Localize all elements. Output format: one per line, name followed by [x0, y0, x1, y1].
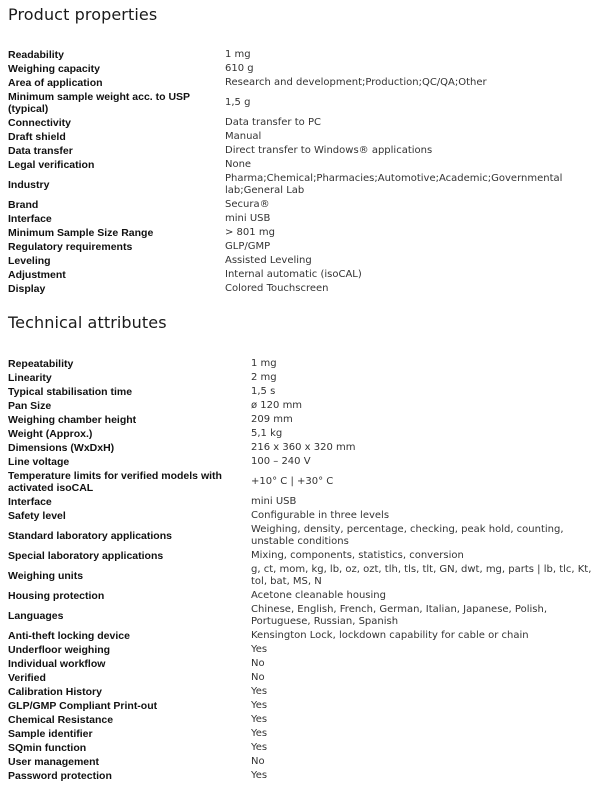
- row-value: Assisted Leveling: [225, 255, 312, 266]
- row-label: Pan Size: [8, 400, 52, 412]
- table-row: [8, 76, 585, 90]
- row-value: Yes: [251, 700, 268, 711]
- row-value: 1 mg: [251, 358, 277, 369]
- row-value: Yes: [251, 714, 268, 725]
- row-label: Sample identifier: [8, 728, 93, 740]
- row-value: No: [251, 672, 265, 683]
- row-value: Kensington Lock, lockdown capability for cable or chain: [251, 630, 529, 641]
- table-row: [8, 48, 585, 62]
- table-row: [8, 282, 585, 296]
- row-value: 5,1 kg: [251, 428, 283, 439]
- row-label: Draft shield: [8, 131, 66, 143]
- table-row: [8, 685, 596, 699]
- table-row: [8, 413, 596, 427]
- row-label: Minimum Sample Size Range: [8, 227, 154, 239]
- row-value: 1 mg: [225, 49, 251, 60]
- row-label: Regulatory requirements: [8, 241, 133, 253]
- row-value: No: [251, 756, 265, 767]
- row-label: Connectivity: [8, 117, 72, 129]
- row-value: Yes: [251, 742, 268, 753]
- table-row: [8, 741, 596, 755]
- table-row: [8, 495, 596, 509]
- table-row: [8, 643, 596, 657]
- row-value: 209 mm: [251, 414, 293, 425]
- table-row: [8, 629, 596, 643]
- row-label: Individual workflow: [8, 658, 106, 670]
- row-label: Weight (Approx.): [8, 428, 93, 440]
- row-value: Yes: [251, 686, 268, 697]
- table-row: [8, 254, 585, 268]
- table-row: [8, 523, 596, 549]
- row-label: Interface: [8, 496, 52, 508]
- row-value: > 801 mg: [225, 227, 275, 238]
- row-value: mini USB: [225, 213, 271, 224]
- table-row: [8, 509, 596, 523]
- row-value: g, ct, mom, kg, lb, oz, ozt, tlh, tls, tlt, GN, dwt, mg, parts | lb, tlc, Kt, tol, bat, MS, N: [251, 564, 592, 587]
- table-row: [8, 441, 596, 455]
- product-properties-heading: Product properties: [8, 5, 158, 24]
- row-value: Research and development;Production;QC/QA;Other: [225, 77, 487, 88]
- row-label: Dimensions (WxDxH): [8, 442, 115, 454]
- row-value: ø 120 mm: [251, 400, 303, 411]
- row-value: None: [225, 159, 252, 170]
- row-label: Legal verification: [8, 159, 95, 171]
- table-row: [8, 212, 585, 226]
- row-label: Brand: [8, 199, 39, 211]
- row-label: Calibration History: [8, 686, 102, 698]
- row-label: Area of application: [8, 77, 103, 89]
- row-label: Minimum sample weight acc. to USP (typical): [8, 91, 190, 115]
- row-label: Readability: [8, 49, 65, 61]
- technical-attributes-heading: Technical attributes: [8, 313, 167, 332]
- table-row: [8, 399, 596, 413]
- table-row: [8, 144, 585, 158]
- table-row: [8, 755, 596, 769]
- row-value: Yes: [251, 644, 268, 655]
- row-value: 610 g: [225, 63, 254, 74]
- table-row: [8, 769, 596, 783]
- table-row: [8, 549, 596, 563]
- row-value: Internal automatic (isoCAL): [225, 269, 362, 280]
- row-label: Adjustment: [8, 269, 66, 281]
- row-label: Underfloor weighing: [8, 644, 111, 656]
- row-value: Pharma;Chemical;Pharmacies;Automotive;Academic;Governmental lab;General Lab: [225, 173, 563, 196]
- row-value: Colored Touchscreen: [225, 283, 329, 294]
- table-row: [8, 172, 585, 198]
- table-row: [8, 158, 585, 172]
- table-row: [8, 589, 596, 603]
- row-value: mini USB: [251, 496, 297, 507]
- row-label: Leveling: [8, 255, 51, 267]
- row-value: Direct transfer to Windows® applications: [225, 145, 433, 156]
- row-label: Standard laboratory applications: [8, 530, 172, 542]
- row-value: Acetone cleanable housing: [251, 590, 386, 601]
- row-value: Data transfer to PC: [225, 117, 321, 128]
- row-label: Industry: [8, 179, 50, 191]
- row-label: SQmin function: [8, 742, 87, 754]
- row-label: Data transfer: [8, 145, 73, 157]
- row-value: 2 mg: [251, 372, 277, 383]
- table-row: [8, 603, 596, 629]
- row-value: Configurable in three levels: [251, 510, 390, 521]
- table-row: [8, 671, 596, 685]
- table-row: [8, 130, 585, 144]
- table-row: [8, 268, 585, 282]
- table-row: [8, 90, 585, 116]
- row-label: User management: [8, 756, 100, 768]
- row-label: Weighing capacity: [8, 63, 100, 75]
- row-label: Password protection: [8, 770, 112, 782]
- technical-attributes-table: [8, 357, 596, 783]
- row-value: Manual: [225, 131, 262, 142]
- row-label: Temperature limits for verified models with activated isoCAL: [8, 470, 222, 494]
- row-value: Mixing, components, statistics, conversion: [251, 550, 464, 561]
- table-row: [8, 469, 596, 495]
- table-row: [8, 226, 585, 240]
- table-row: [8, 385, 596, 399]
- row-label: GLP/GMP Compliant Print-out: [8, 700, 158, 712]
- table-row: [8, 371, 596, 385]
- table-row: [8, 357, 596, 371]
- row-value: Weighing, density, percentage, checking, peak hold, counting, unstable conditions: [251, 524, 564, 547]
- table-row: [8, 198, 585, 212]
- row-label: Weighing units: [8, 570, 84, 582]
- row-value: GLP/GMP: [225, 241, 271, 252]
- row-value: Yes: [251, 770, 268, 781]
- row-label: Interface: [8, 213, 52, 225]
- table-row: [8, 116, 585, 130]
- table-row: [8, 455, 596, 469]
- row-label: Line voltage: [8, 456, 70, 468]
- row-label: Housing protection: [8, 590, 105, 602]
- row-label: Languages: [8, 610, 64, 622]
- row-value: 1,5 s: [251, 386, 276, 397]
- row-value: 216 x 360 x 320 mm: [251, 442, 356, 453]
- row-value: No: [251, 658, 265, 669]
- row-label: Special laboratory applications: [8, 550, 164, 562]
- row-label: Weighing chamber height: [8, 414, 137, 426]
- row-label: Chemical Resistance: [8, 714, 114, 726]
- table-row: [8, 427, 596, 441]
- row-value: Chinese, English, French, German, Italian, Japanese, Polish, Portuguese, Russian, Spanish: [251, 604, 547, 627]
- table-row: [8, 240, 585, 254]
- row-value: +10° C | +30° C: [251, 476, 334, 487]
- row-value: Yes: [251, 728, 268, 739]
- row-label: Linearity: [8, 372, 52, 384]
- table-row: [8, 563, 596, 589]
- row-value: 1,5 g: [225, 97, 251, 108]
- row-label: Display: [8, 283, 46, 295]
- row-value: Secura®: [225, 199, 270, 210]
- row-label: Repeatability: [8, 358, 74, 370]
- row-value: 100 – 240 V: [251, 456, 311, 467]
- table-row: [8, 657, 596, 671]
- row-label: Verified: [8, 672, 46, 684]
- table-row: [8, 713, 596, 727]
- table-row: [8, 699, 596, 713]
- row-label: Typical stabilisation time: [8, 386, 133, 398]
- table-row: [8, 727, 596, 741]
- table-row: [8, 62, 585, 76]
- row-label: Safety level: [8, 510, 66, 522]
- row-label: Anti-theft locking device: [8, 630, 130, 642]
- product-properties-table: [8, 48, 585, 296]
